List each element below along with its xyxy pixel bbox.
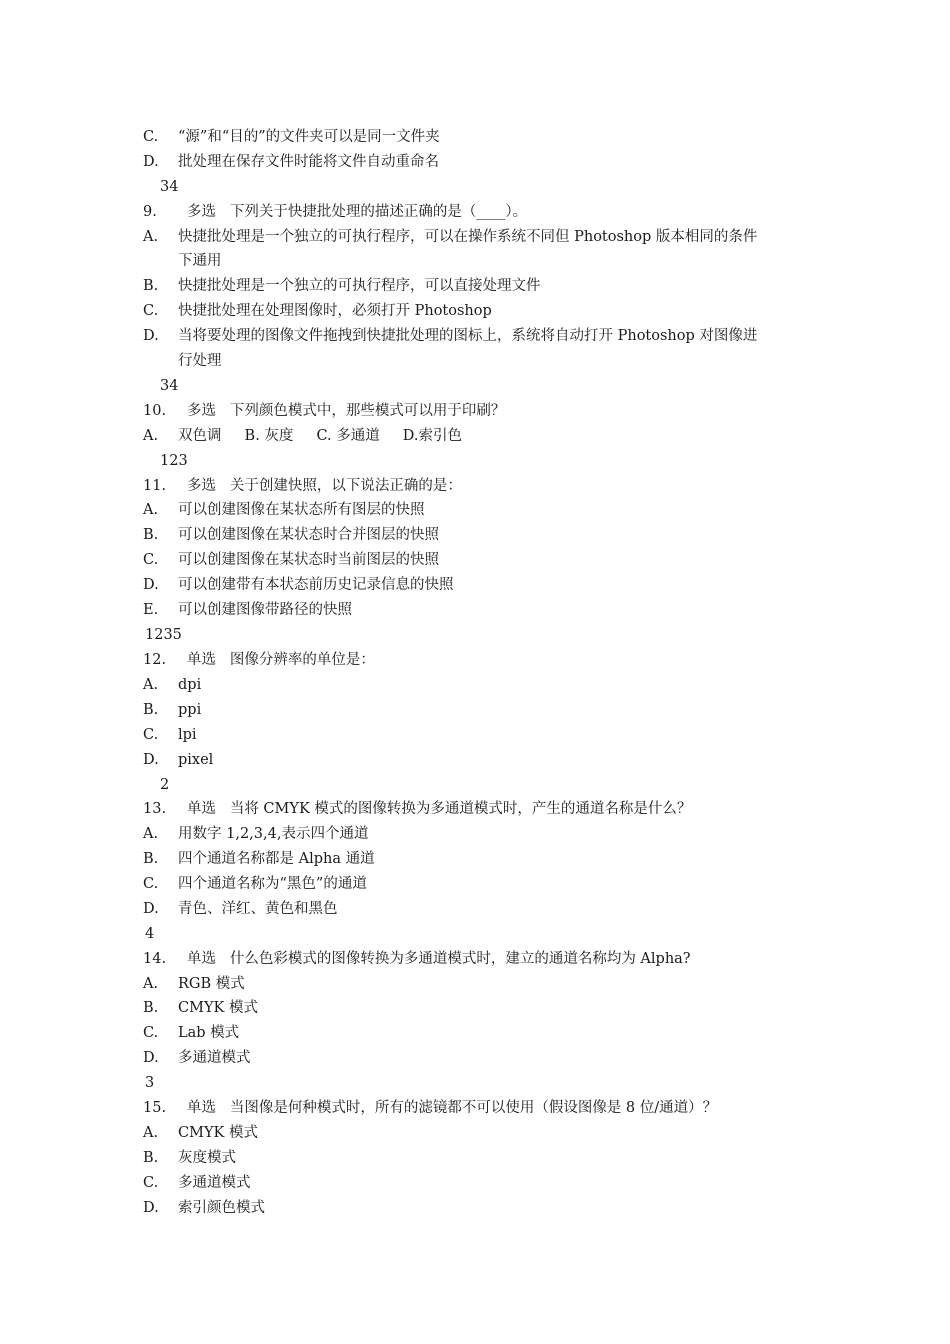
text-line bbox=[143, 1174, 251, 1192]
text-line bbox=[143, 576, 454, 594]
text-line bbox=[178, 352, 222, 370]
question-text: 单选 当将 CMYK 模式的图像转换为多通道模式时，产生的通道名称是什么？ bbox=[187, 801, 692, 817]
option-key: C. bbox=[143, 552, 159, 568]
answer-text: 2 bbox=[160, 777, 170, 793]
option-key: D. bbox=[143, 328, 159, 344]
option-text: 可以创建图像在某状态时合并图层的快照 bbox=[178, 527, 439, 543]
option-key: B. bbox=[143, 1000, 159, 1016]
option-key: A. bbox=[143, 826, 159, 842]
answer-text: 1235 bbox=[145, 627, 182, 643]
text-line bbox=[143, 850, 375, 868]
text-line bbox=[143, 825, 368, 843]
question-number: 12. bbox=[143, 652, 167, 668]
text-line bbox=[143, 726, 197, 744]
text-line bbox=[143, 875, 367, 893]
question-number: 10. bbox=[143, 403, 167, 419]
question-number: 9. bbox=[143, 204, 157, 220]
text-line bbox=[143, 999, 258, 1017]
text-line bbox=[143, 153, 439, 171]
text-line bbox=[143, 950, 691, 968]
question-text: 单选 什么色彩模式的图像转换为多通道模式时，建立的通道名称均为 Alpha? bbox=[187, 951, 691, 967]
option-key: A. bbox=[143, 229, 159, 245]
option-text: RGB 模式 bbox=[178, 976, 245, 992]
text-line bbox=[143, 1099, 717, 1117]
option-text: dpi bbox=[178, 677, 202, 693]
question-text: 单选 图像分辨率的单位是： bbox=[187, 652, 375, 668]
option-key: A. bbox=[143, 428, 159, 444]
option-key: D. bbox=[143, 577, 159, 593]
option-key: C. bbox=[143, 129, 159, 145]
option-text: 青色、洋红、黄色和黑色 bbox=[178, 901, 338, 917]
text-line bbox=[143, 1199, 265, 1217]
answer-text: 34 bbox=[160, 378, 179, 394]
option-text: 四个通道名称为“黑色”的通道 bbox=[178, 876, 367, 892]
option-text: lpi bbox=[178, 727, 197, 743]
option-text: 索引颜色模式 bbox=[178, 1200, 265, 1216]
option-text: Lab 模式 bbox=[178, 1025, 240, 1041]
text-line bbox=[143, 975, 245, 993]
text-line bbox=[143, 601, 352, 619]
answer-text: 3 bbox=[145, 1075, 155, 1091]
option-key: B. bbox=[143, 702, 159, 718]
text-line bbox=[143, 477, 462, 495]
option-text: 当将要处理的图像文件拖拽到快捷批处理的图标上，系统将自动打开 Photoshop 对图像进 bbox=[178, 328, 758, 344]
option-key: A. bbox=[143, 502, 159, 518]
option-text: ppi bbox=[178, 702, 202, 718]
option-text: 批处理在保存文件时能将文件自动重命名 bbox=[178, 154, 439, 170]
question-text: 多选 下列颜色模式中，那些模式可以用于印刷？ bbox=[187, 403, 506, 419]
question-number: 14. bbox=[143, 951, 167, 967]
option-text: 用数字 1,2,3,4,表示四个通道 bbox=[178, 826, 369, 842]
option-text: 四个通道名称都是 Alpha 通道 bbox=[178, 851, 375, 867]
option-text: CMYK 模式 bbox=[178, 1000, 258, 1016]
option-text: 可以创建图像在某状态所有图层的快照 bbox=[178, 502, 425, 518]
text-line bbox=[143, 701, 201, 719]
option-key: E. bbox=[143, 602, 159, 618]
question-text: 多选 关于创建快照，以下说法正确的是： bbox=[187, 478, 462, 494]
text-line bbox=[143, 651, 375, 669]
text-line bbox=[143, 402, 505, 420]
option-text: 灰度模式 bbox=[178, 1150, 236, 1166]
question-number: 11. bbox=[143, 478, 167, 494]
text-line bbox=[143, 1049, 251, 1067]
text-line bbox=[143, 427, 462, 445]
text-line bbox=[160, 776, 169, 794]
option-key: D. bbox=[143, 752, 159, 768]
option-text: 快捷批处理在处理图像时，必须打开 Photoshop bbox=[178, 303, 492, 319]
text-line bbox=[143, 277, 541, 295]
text-line bbox=[143, 800, 691, 818]
option-key: D. bbox=[143, 154, 159, 170]
text-line bbox=[145, 925, 154, 943]
answer-text: 123 bbox=[160, 453, 188, 469]
text-line bbox=[143, 1149, 236, 1167]
option-key: D. bbox=[143, 901, 159, 917]
option-key: B. bbox=[143, 1150, 159, 1166]
option-key: C. bbox=[143, 1025, 159, 1041]
text-line bbox=[160, 178, 178, 196]
option-text: 可以创建带有本状态前历史记录信息的快照 bbox=[178, 577, 454, 593]
option-key: D. bbox=[143, 1050, 159, 1066]
option-text: 多通道模式 bbox=[178, 1050, 251, 1066]
option-key: C. bbox=[143, 876, 159, 892]
option-key: B. bbox=[143, 527, 159, 543]
option-text: 可以创建图像在某状态时当前图层的快照 bbox=[178, 552, 439, 568]
question-number: 15. bbox=[143, 1100, 167, 1116]
option-text: 下通用 bbox=[178, 253, 222, 269]
text-line bbox=[145, 1074, 154, 1092]
text-line bbox=[145, 626, 182, 644]
option-text: 双色调 B. 灰度 C. 多通道 D.索引色 bbox=[178, 428, 463, 444]
option-text: 快捷批处理是一个独立的可执行程序，可以直接处理文件 bbox=[178, 278, 541, 294]
question-number: 13. bbox=[143, 801, 167, 817]
option-key: A. bbox=[143, 1125, 159, 1141]
text-line bbox=[143, 228, 757, 246]
option-text: 行处理 bbox=[178, 353, 222, 369]
text-line bbox=[143, 302, 492, 320]
option-text: 可以创建图像带路径的快照 bbox=[178, 602, 352, 618]
option-text: “源”和“目的”的文件夹可以是同一文件夹 bbox=[178, 129, 440, 145]
text-line bbox=[143, 1024, 239, 1042]
text-line bbox=[143, 551, 439, 569]
option-key: A. bbox=[143, 976, 159, 992]
answer-text: 34 bbox=[160, 179, 179, 195]
text-line bbox=[143, 128, 440, 146]
text-line bbox=[160, 452, 188, 470]
option-text: 多通道模式 bbox=[178, 1175, 251, 1191]
option-key: A. bbox=[143, 677, 159, 693]
option-key: D. bbox=[143, 1200, 159, 1216]
option-text: 快捷批处理是一个独立的可执行程序，可以在操作系统不同但 Photoshop 版本相同的条件 bbox=[178, 229, 758, 245]
question-text: 单选 当图像是何种模式时，所有的滤镜都不可以使用（假设图像是 8 位/通道）？ bbox=[187, 1100, 718, 1116]
text-line bbox=[143, 327, 757, 345]
text-line bbox=[160, 377, 178, 395]
answer-text: 4 bbox=[145, 926, 155, 942]
option-text: CMYK 模式 bbox=[178, 1125, 258, 1141]
option-key: B. bbox=[143, 278, 159, 294]
text-line bbox=[143, 203, 527, 221]
option-key: C. bbox=[143, 303, 159, 319]
option-key: B. bbox=[143, 851, 159, 867]
option-key: C. bbox=[143, 1175, 159, 1191]
text-line bbox=[143, 526, 439, 544]
text-line bbox=[143, 501, 425, 519]
option-key: C. bbox=[143, 727, 159, 743]
text-line bbox=[143, 1124, 258, 1142]
question-text: 多选 下列关于快捷批处理的描述正确的是（____）。 bbox=[187, 204, 528, 220]
text-line bbox=[143, 751, 213, 769]
text-line bbox=[178, 252, 222, 270]
option-text: pixel bbox=[178, 752, 214, 768]
text-line bbox=[143, 676, 201, 694]
text-line bbox=[143, 900, 338, 918]
